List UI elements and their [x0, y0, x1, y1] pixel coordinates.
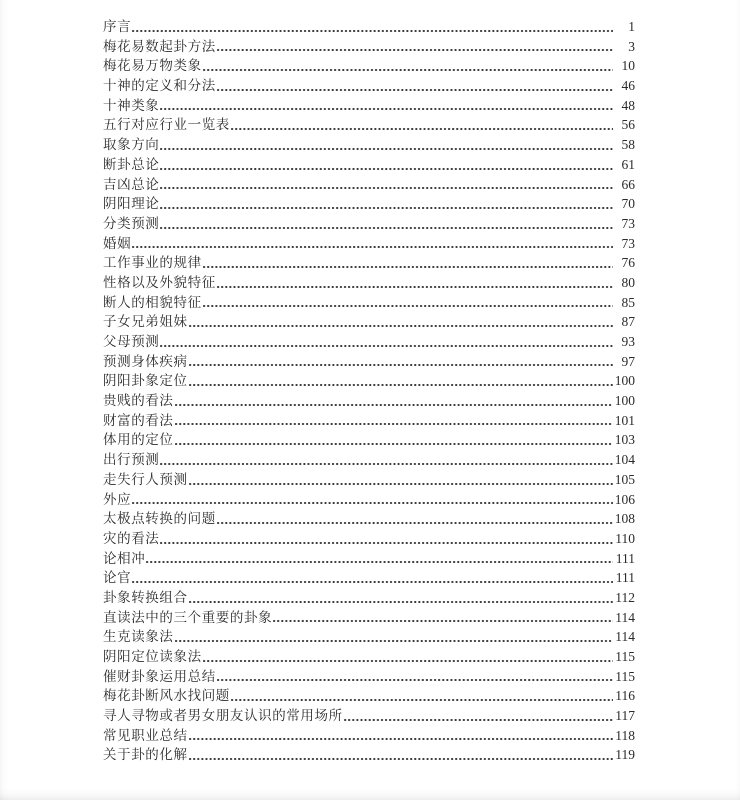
toc-entry-title: 关于卦的化解 — [103, 747, 188, 763]
toc-entry-title: 序言 — [103, 19, 132, 34]
dot-leader — [160, 541, 613, 545]
toc-entry-page-number: 46 — [621, 78, 635, 94]
toc-entry-page-number: 85 — [621, 294, 635, 310]
toc-entry — [103, 37, 635, 57]
toc-entry — [103, 588, 635, 608]
toc-entry-page-number: 116 — [615, 688, 635, 704]
toc-entry-title: 出行预测 — [103, 452, 160, 468]
toc-entry — [103, 706, 635, 726]
dot-leader — [132, 245, 613, 249]
toc-entry — [103, 371, 635, 391]
toc-entry-title: 走失行人预测 — [103, 471, 188, 487]
toc-entry-page-number: 97 — [621, 353, 635, 369]
toc-entry — [103, 608, 635, 628]
dot-leader — [146, 560, 613, 564]
toc-entry-title: 太极点转换的问题 — [103, 511, 216, 527]
dot-leader — [160, 226, 613, 230]
toc-entry — [103, 96, 635, 116]
toc-entry — [103, 391, 635, 411]
dot-leader — [189, 363, 613, 367]
toc-entry-title: 直读法中的三个重要的卦象 — [103, 609, 273, 625]
toc-entry-title: 婚姻 — [103, 235, 132, 251]
toc-entry-page-number: 108 — [614, 511, 635, 527]
toc-entry-title: 阴阳卦象定位 — [103, 373, 188, 389]
toc-entry-title: 断人的相貌特征 — [103, 294, 202, 310]
toc-entry-title: 阴阳理论 — [103, 196, 160, 212]
toc-entry-page-number: 10 — [621, 58, 635, 74]
toc-entry-page-number: 103 — [614, 432, 635, 448]
dot-leader — [189, 383, 613, 387]
dot-leader — [160, 167, 613, 171]
toc-entry-page-number: 73 — [621, 215, 635, 231]
toc-entry-page-number: 105 — [614, 471, 635, 487]
toc-entry — [103, 647, 635, 667]
toc-entry-title: 梅花卦断风水找问题 — [103, 688, 230, 704]
toc-entry-page-number: 111 — [615, 550, 635, 566]
toc-entry-page-number: 1 — [628, 19, 635, 34]
toc-entry-title: 寻人寻物或者男女朋友认识的常用场所 — [103, 708, 343, 724]
toc-entry — [103, 332, 635, 352]
dot-leader — [189, 482, 613, 486]
toc-entry-title: 财富的看法 — [103, 412, 174, 428]
toc-entry-page-number: 115 — [615, 649, 635, 664]
toc-entry-page-number: 101 — [614, 412, 635, 428]
toc-entry-title: 吉凶总论 — [103, 176, 160, 192]
dot-leader — [160, 107, 613, 111]
toc-entry-title: 贵贱的看法 — [103, 393, 174, 409]
toc-entry — [103, 490, 635, 510]
toc-entry-title: 十神类象 — [103, 97, 160, 113]
dot-leader — [189, 737, 613, 741]
toc-entry — [103, 529, 635, 549]
toc-entry — [103, 686, 635, 706]
dot-leader — [217, 285, 613, 289]
dot-leader — [217, 678, 613, 682]
toc-entry — [103, 745, 635, 765]
toc-entry-page-number: 114 — [615, 629, 635, 645]
toc-entry-page-number: 115 — [615, 668, 635, 684]
dot-leader — [160, 462, 612, 466]
toc-entry-page-number: 3 — [628, 38, 635, 54]
dot-leader — [160, 344, 613, 348]
toc-entry-title: 催财卦象运用总结 — [103, 668, 216, 684]
toc-entry-page-number: 80 — [621, 274, 635, 290]
toc-entry-title: 生克读象法 — [103, 629, 174, 645]
dot-leader — [132, 29, 613, 33]
toc-entry-title: 卦象转换组合 — [103, 589, 188, 605]
toc-list — [103, 17, 635, 765]
toc-entry — [103, 312, 635, 332]
toc-entry-page-number: 93 — [621, 334, 635, 349]
dot-leader — [132, 501, 613, 505]
toc-entry — [103, 352, 635, 372]
toc-entry — [103, 253, 635, 273]
toc-entry-page-number: 104 — [614, 452, 635, 468]
toc-entry — [103, 17, 635, 37]
toc-entry-title: 灾的看法 — [103, 530, 160, 546]
toc-entry-title: 论官 — [103, 570, 132, 586]
toc-entry-page-number: 70 — [621, 196, 635, 212]
toc-entry-title: 外应 — [103, 491, 132, 507]
toc-entry — [103, 76, 635, 96]
dot-leader — [203, 68, 613, 72]
dot-leader — [175, 422, 613, 426]
dot-leader — [160, 147, 613, 151]
toc-entry-page-number: 111 — [615, 570, 635, 586]
toc-entry-page-number: 58 — [621, 137, 635, 153]
dot-leader — [231, 698, 613, 702]
toc-entry — [103, 411, 635, 431]
dot-leader — [160, 186, 613, 190]
toc-entry — [103, 430, 635, 450]
dot-leader — [344, 718, 613, 722]
toc-entry — [103, 175, 635, 195]
toc-entry-title: 预测身体疾病 — [103, 353, 188, 369]
toc-entry-page-number: 100 — [614, 373, 635, 389]
toc-entry — [103, 194, 635, 214]
toc-entry — [103, 214, 635, 234]
toc-entry-title: 断卦总论 — [103, 156, 160, 172]
toc-entry-page-number: 61 — [621, 156, 635, 172]
dot-leader — [175, 442, 613, 446]
toc-entry-title: 阴阳定位读象法 — [103, 649, 202, 664]
toc-entry-page-number: 76 — [621, 255, 635, 271]
dot-leader — [189, 600, 613, 604]
toc-entry-page-number: 73 — [621, 235, 635, 251]
toc-entry — [103, 56, 635, 76]
dot-leader — [217, 88, 613, 92]
dot-leader — [217, 48, 613, 52]
toc-entry-page-number: 118 — [615, 727, 635, 743]
dot-leader — [175, 639, 614, 643]
toc-entry — [103, 115, 635, 135]
dot-leader — [175, 403, 613, 407]
toc-entry — [103, 509, 635, 529]
toc-entry-title: 梅花易数起卦方法 — [103, 38, 216, 54]
toc-entry-page-number: 119 — [615, 747, 635, 763]
toc-entry-title: 性格以及外貌特征 — [103, 274, 216, 290]
toc-entry — [103, 155, 635, 175]
toc-entry — [103, 234, 635, 254]
toc-entry — [103, 568, 635, 588]
dot-leader — [273, 619, 613, 623]
toc-entry — [103, 450, 635, 470]
toc-entry — [103, 135, 635, 155]
toc-entry-page-number: 56 — [621, 117, 635, 133]
toc-entry-title: 分类预测 — [103, 215, 160, 231]
toc-entry-title: 子女兄弟姐妹 — [103, 314, 188, 330]
dot-leader — [203, 265, 613, 269]
dot-leader — [217, 521, 613, 525]
toc-entry-title: 常见职业总结 — [103, 727, 188, 743]
dot-leader — [189, 757, 613, 761]
toc-entry-title: 梅花易万物类象 — [103, 58, 202, 74]
toc-entry — [103, 293, 635, 313]
toc-entry-page-number: 114 — [615, 609, 635, 625]
dot-leader — [189, 324, 613, 328]
dot-leader — [231, 127, 613, 131]
toc-entry-title: 工作事业的规律 — [103, 255, 202, 271]
toc-entry — [103, 470, 635, 490]
dot-leader — [203, 304, 613, 308]
toc-entry-title: 体用的定位 — [103, 432, 174, 448]
toc-entry-title: 十神的定义和分法 — [103, 78, 216, 94]
toc-entry-page-number: 117 — [615, 708, 635, 724]
toc-entry-page-number: 48 — [621, 97, 635, 113]
toc-entry-title: 论相冲 — [103, 550, 146, 566]
toc-entry-page-number: 112 — [615, 589, 635, 605]
dot-leader — [132, 580, 613, 584]
dot-leader — [160, 206, 613, 210]
toc-entry-page-number: 106 — [614, 491, 635, 507]
toc-entry-title: 五行对应行业一览表 — [103, 117, 230, 133]
toc-entry — [103, 726, 635, 746]
toc-entry — [103, 549, 635, 569]
toc-entry-page-number: 100 — [614, 393, 635, 409]
toc-entry-page-number: 87 — [621, 314, 635, 330]
toc-entry — [103, 667, 635, 687]
toc-entry-title: 取象方向 — [103, 137, 160, 153]
dot-leader — [203, 659, 613, 663]
toc-entry — [103, 273, 635, 293]
toc-entry-page-number: 110 — [615, 530, 635, 546]
toc-entry-page-number: 66 — [621, 176, 635, 192]
toc-entry-title: 父母预测 — [103, 334, 160, 349]
toc-entry — [103, 627, 635, 647]
